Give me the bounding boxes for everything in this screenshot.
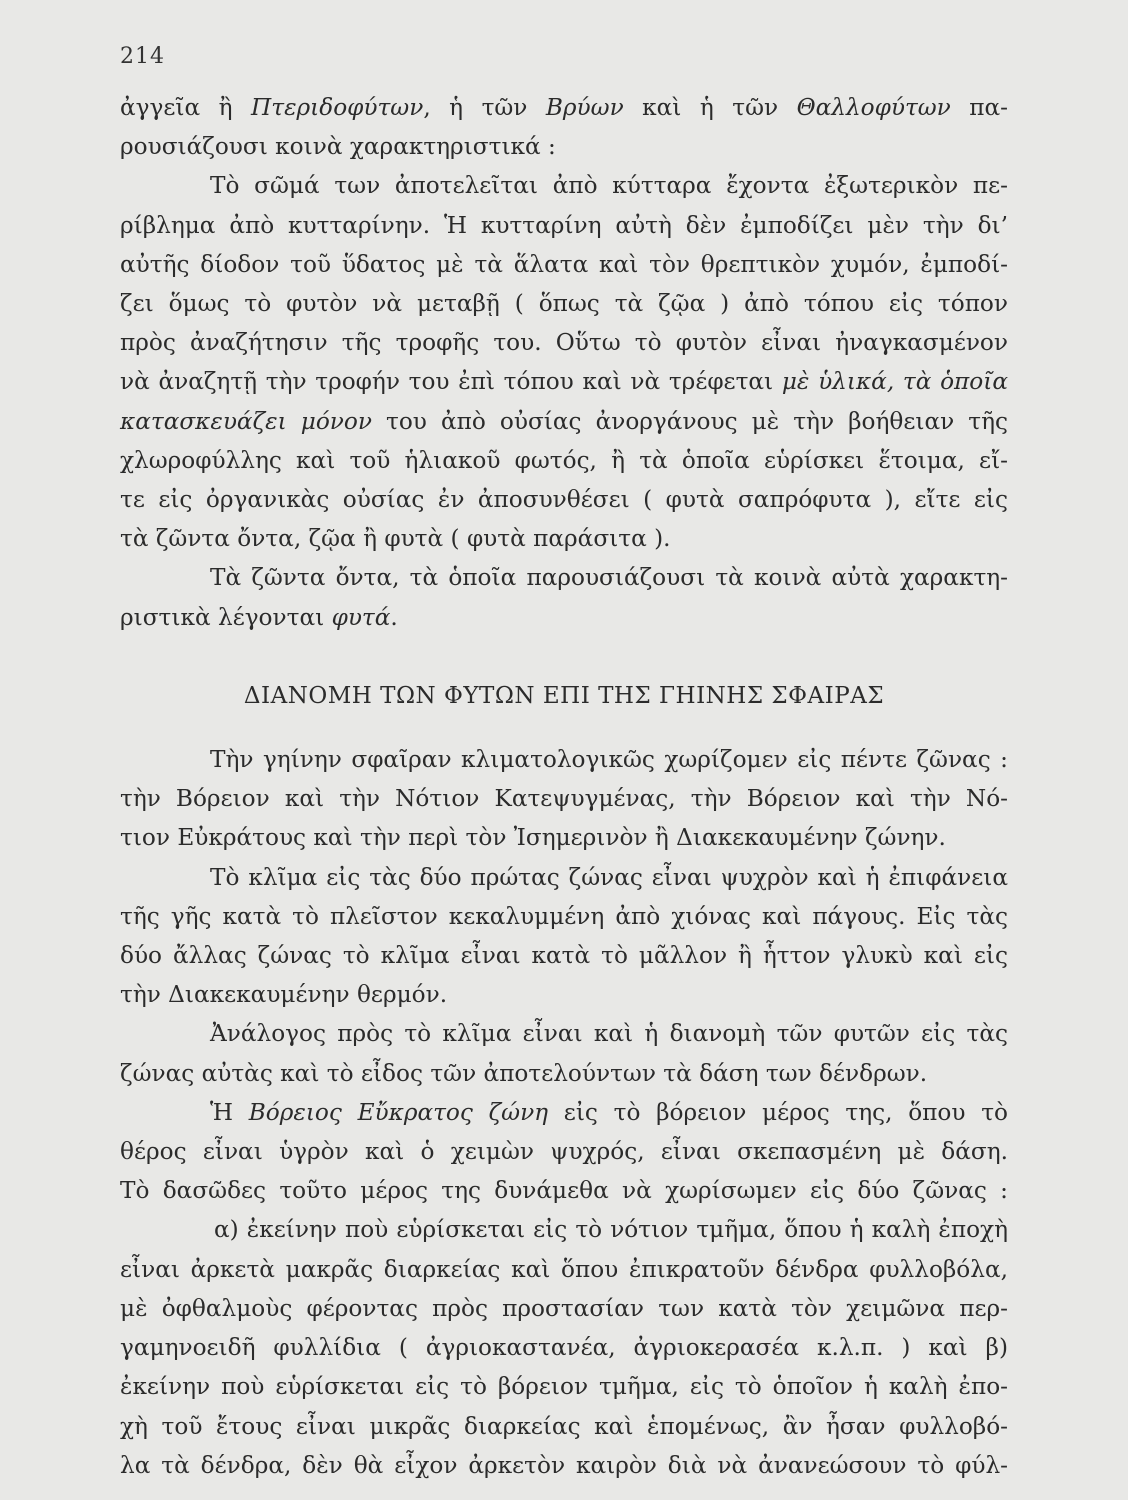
text-line: χὴ τοῦ ἔτους εἶναι μικρᾶς διαρκείας καὶ ἑπομένως, ἂν ἦσαν φυλλοβό-	[120, 1412, 1008, 1440]
text-line: Τὸ σῶμά των ἀποτελεῖται ἀπὸ κύτταρα ἔχοντα ἐξωτερικὸν πε-	[210, 172, 1008, 200]
text-line: ζώνας αὐτὰς καὶ τὸ εἶδος τῶν ἀποτελούντων τὰ δάση των δένδρων.	[120, 1059, 928, 1087]
text-line: Ἀνάλογος πρὸς τὸ κλῖμα εἶναι καὶ ἡ διανομὴ τῶν φυτῶν εἰς τὰς	[210, 1020, 1008, 1048]
text-line: τε εἰς ὀργανικὰς οὐσίας ἐν ἀποσυνθέσει ( φυτὰ σαπρόφυτα ), εἴτε εἰς	[120, 486, 1008, 514]
text-line: δύο ἄλλας ζώνας τὸ κλῖμα εἶναι κατὰ τὸ μᾶλλον ἢ ἧττον γλυκὺ καὶ εἰς	[120, 942, 1008, 970]
text-line: ζει ὅμως τὸ φυτὸν νὰ μεταβῇ ( ὅπως τὰ ζῷα ) ἀπὸ τόπου εἰς τόπον	[120, 290, 1008, 318]
text-line: αὐτῆς δίοδον τοῦ ὕδατος μὲ τὰ ἅλατα καὶ τὸν θρεπτικὸν χυμόν, ἐμποδί-	[120, 250, 1008, 278]
section-heading: ΔΙΑΝΟΜΗ ΤΩΝ ΦΥΤΩΝ ΕΠΙ ΤΗΣ ΓΗΙΝΗΣ ΣΦΑΙΡΑΣ	[243, 682, 885, 709]
text-line: ρουσιάζουσι κοινὰ χαρακτηριστικά :	[120, 133, 556, 161]
text-line: Τὰ ζῶντα ὄντα, τὰ ὁποῖα παρουσιάζουσι τὰ κοινὰ αὐτὰ χαρακτη-	[210, 564, 1008, 592]
text-line: μὲ ὀφθαλμοὺς φέροντας πρὸς προστασίαν των κατὰ τὸν χειμῶνα περ-	[120, 1294, 1008, 1322]
text-line: γαμηνοειδῆ φυλλίδια ( ἀγριοκαστανέα, ἀγριοκερασέα κ.λ.π. ) καὶ β)	[120, 1334, 1008, 1362]
text-line: τὰ ζῶντα ὄντα, ζῷα ἢ φυτὰ ( φυτὰ παράσιτα ).	[120, 525, 671, 553]
text-line: α) ἐκείνην ποὺ εὑρίσκεται εἰς τὸ νότιον τμῆμα, ὅπου ἡ καλὴ ἐποχὴ	[214, 1216, 1008, 1244]
text-line: τὴν Διακεκαυμένην θερμόν.	[120, 981, 448, 1009]
page-number: 214	[120, 44, 165, 69]
text-line: ριστικὰ λέγονται φυτά.	[120, 603, 398, 631]
text-line: θέρος εἶναι ὑγρὸν καὶ ὁ χειμὼν ψυχρός, εἶναι σκεπασμένη μὲ δάση.	[120, 1138, 1008, 1166]
text-line: τῆς γῆς κατὰ τὸ πλεῖστον κεκαλυμμένη ἀπὸ χιόνας καὶ πάγους. Εἰς τὰς	[120, 902, 1008, 930]
text-line: ρίβλημα ἀπὸ κυτταρίνην. Ἡ κυτταρίνη αὐτὴ δὲν ἐμποδίζει μὲν τὴν δι’	[120, 211, 1008, 239]
text-line: Τὸ δασῶδες τοῦτο μέρος της δυνάμεθα νὰ χωρίσωμεν εἰς δύο ζῶνας :	[120, 1177, 1008, 1205]
text-line: τὴν Βόρειον καὶ τὴν Νότιον Κατεψυγμένας, τὴν Βόρειον καὶ τὴν Νό-	[120, 785, 1008, 813]
text-line: Τὸ κλῖμα εἰς τὰς δύο πρώτας ζώνας εἶναι ψυχρὸν καὶ ἡ ἐπιφάνεια	[210, 863, 1008, 891]
text-line: πρὸς ἀναζήτησιν τῆς τροφῆς του. Οὕτω τὸ φυτὸν εἶναι ἠναγκασμένον	[120, 329, 1008, 357]
text-line: Ἡ Βόρειος Εὔκρατος ζώνη εἰς τὸ βόρειον μέρος της, ὅπου τὸ	[210, 1098, 1008, 1126]
body-text	[120, 88, 1008, 1485]
text-line: κατασκευάζει μόνον του ἀπὸ οὐσίας ἀνοργάνους μὲ τὴν βοήθειαν τῆς	[120, 407, 1008, 435]
text-line: χλωροφύλλης καὶ τοῦ ἡλιακοῦ φωτός, ἢ τὰ ὁποῖα εὑρίσκει ἕτοιμα, εἴ-	[120, 446, 1008, 474]
text-line: Τὴν γηίνην σφαῖραν κλιματολογικῶς χωρίζομεν εἰς πέντε ζῶνας :	[210, 746, 1008, 774]
text-line: λα τὰ δένδρα, δὲν θὰ εἶχον ἀρκετὸν καιρὸν διὰ νὰ ἀνανεώσουν τὸ φύλ-	[120, 1451, 1008, 1479]
text-line: εἶναι ἀρκετὰ μακρᾶς διαρκείας καὶ ὅπου ἐπικρατοῦν δένδρα φυλλοβόλα,	[120, 1255, 1008, 1283]
text-line: νὰ ἀναζητῇ τὴν τροφήν του ἐπὶ τόπου καὶ νὰ τρέφεται μὲ ὑλικά, τὰ ὁποῖα	[120, 368, 1008, 396]
text-line: ἐκείνην ποὺ εὑρίσκεται εἰς τὸ βόρειον τμῆμα, εἰς τὸ ὁποῖον ἡ καλὴ ἐπο-	[120, 1373, 1008, 1401]
text-line: ἀγγεῖα ἢ Πτεριδοφύτων, ἡ τῶν Βρύων καὶ ἡ τῶν Θαλλοφύτων πα-	[120, 94, 1009, 121]
text-line: τιον Εὐκράτους καὶ τὴν περὶ τὸν Ἰσημερινὸν ἢ Διακεκαυμένην ζώνην.	[120, 824, 946, 852]
